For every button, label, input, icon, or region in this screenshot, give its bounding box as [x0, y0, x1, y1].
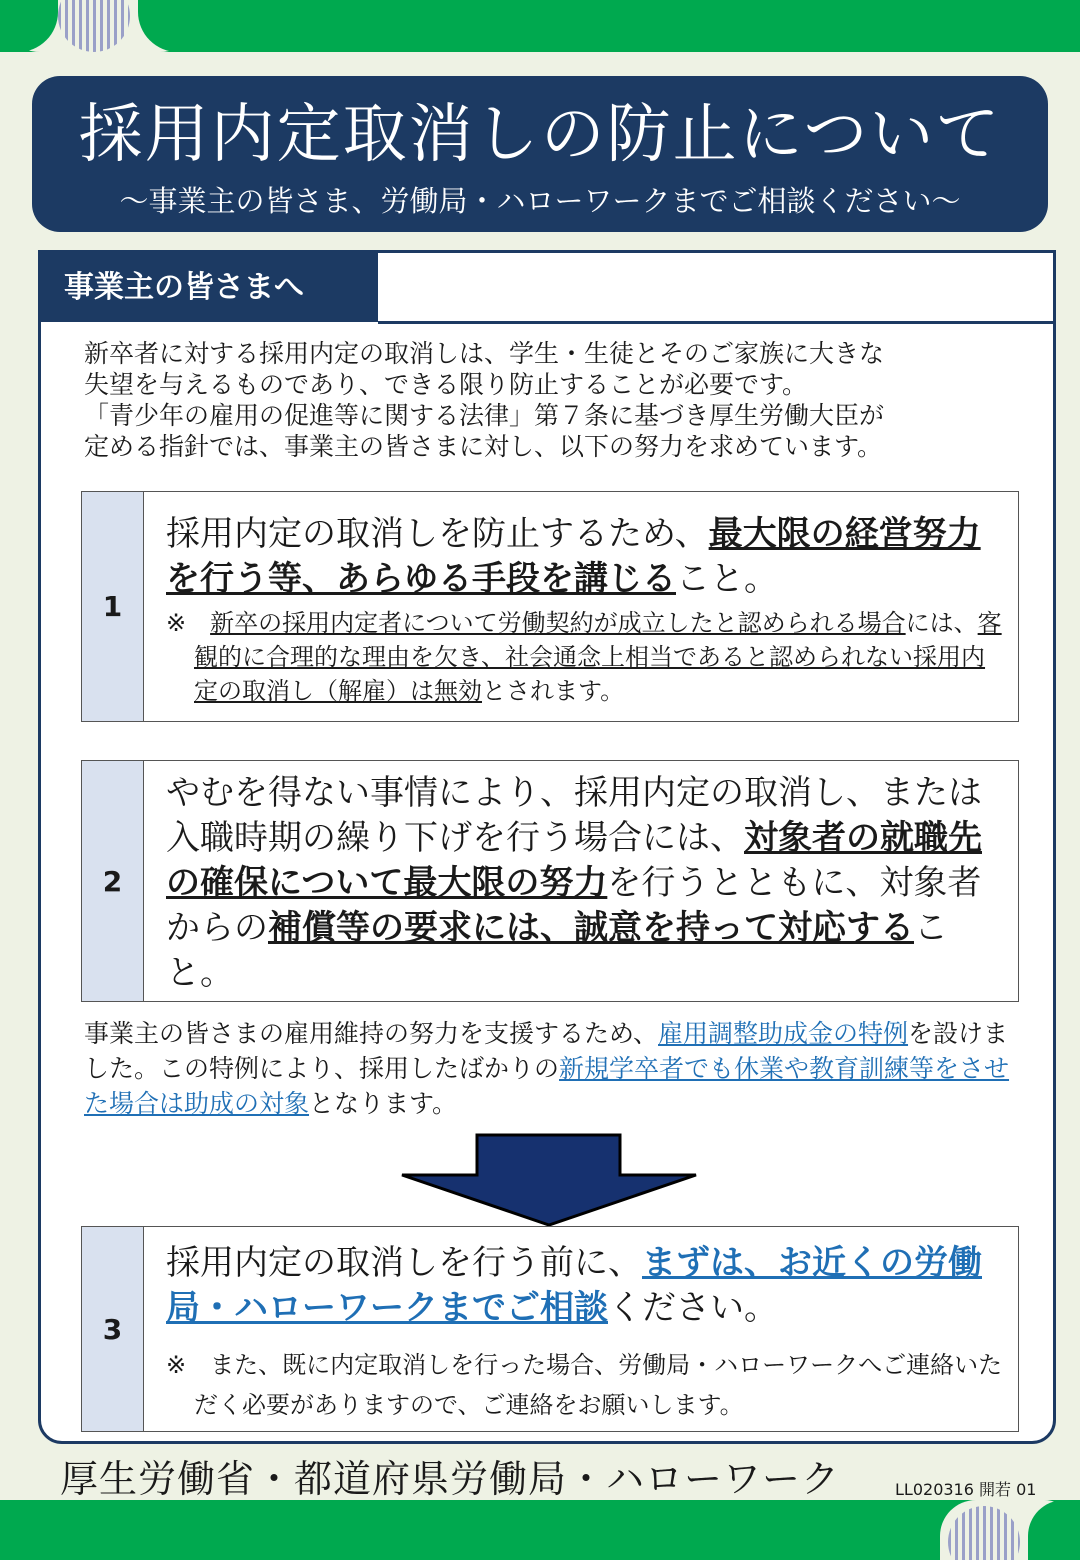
text-run: ください。	[608, 1288, 778, 1328]
document-code: LL020316 開若 01	[895, 1480, 1037, 1499]
underlined-text: 客観的に合理的な理由を欠き、社会通念上相当であると認められない採用内定の取消し（解雇）は無効	[194, 609, 1002, 705]
emphasis-text: 補償等の要求には、誠意を持って対応する	[268, 908, 914, 948]
emphasis-text: 最大限の経営努力を行う等、あらゆる手段を講じる	[166, 514, 981, 599]
text-run: を行うとともに、対象者からの	[166, 863, 982, 948]
down-arrow-icon	[398, 1133, 700, 1227]
title-banner	[32, 76, 1048, 232]
footer-organizations: 厚生労働省・都道府県労働局・ハローワーク	[60, 1457, 841, 1501]
intro-line: 新卒者に対する採用内定の取消しは、学生・生徒とそのご家族に大きな	[84, 339, 885, 368]
item-main-text	[166, 512, 1006, 602]
intro-text	[84, 338, 1014, 462]
text-run: 採用内定の取消しを行う前に、	[166, 1243, 642, 1283]
item-number: 3	[82, 1227, 144, 1431]
text-run: こと。	[166, 908, 948, 993]
panel-header-rule	[378, 321, 1056, 324]
text-run: 採用内定の取消しを防止するため、	[166, 514, 709, 554]
text-run: には、	[905, 609, 978, 637]
subsidy-text	[84, 1016, 1014, 1121]
page-title: 採用内定取消しの防止について	[78, 98, 1002, 172]
item-note	[166, 606, 1006, 708]
text-run: 事業主の皆さまの雇用維持の努力を支援するため、	[84, 1019, 659, 1048]
item-box-2	[81, 760, 1019, 1002]
item-body	[166, 1241, 1004, 1425]
item-note: ※ また、既に内定取消しを行った場合、労働局・ハローワークへご連絡いただく必要がありますので、ご連絡をお願いします。	[166, 1351, 1003, 1419]
intro-line: 「青少年の雇用の促進等に関する法律」第７条に基づき厚生労働大臣が	[84, 401, 885, 430]
item-body	[166, 771, 1006, 996]
item-main-text	[166, 1241, 1004, 1331]
item-number: 2	[82, 761, 144, 1001]
item-body	[166, 512, 1006, 708]
text-run: となります。	[309, 1089, 458, 1118]
text-run: とされます。	[482, 677, 625, 705]
bottom-green-bar	[0, 1500, 1080, 1560]
consult-emphasis: まずは、お近くの労働局・ハローワークまでご相談	[166, 1243, 982, 1328]
subsidy-target-link[interactable]: 新規学卒者でも休業や教育訓練等をさせた場合は助成の対象	[84, 1054, 1010, 1118]
item-main-text	[166, 771, 1006, 996]
text-run: を設けました。この特例により、採用したばかりの	[84, 1019, 1009, 1083]
subsidy-link[interactable]: 雇用調整助成金の特例	[658, 1019, 909, 1048]
page-subtitle: 〜事業主の皆さま、労働局・ハローワークまでご相談ください〜	[119, 184, 961, 218]
text-run: やむを得ない事情により、採用内定の取消し、または入職時期の繰り下げを行う場合には、	[166, 773, 982, 858]
item-box-3	[81, 1226, 1019, 1432]
note-mark: ※	[166, 609, 211, 637]
underlined-text: 新卒の採用内定者について労働契約が成立したと認められる場合	[210, 609, 906, 637]
panel-tab-label: 事業主の皆さまへ	[38, 250, 378, 322]
item-box-1	[81, 491, 1019, 722]
item-number: 1	[82, 492, 144, 721]
intro-line: 定める指針では、事業主の皆さまに対し、以下の努力を求めています。	[84, 432, 883, 461]
intro-line: 失望を与えるものであり、できる限り防止することが必要です。	[84, 370, 808, 399]
text-run: こと。	[676, 559, 778, 599]
emphasis-text: 対象者の就職先の確保について最大限の努力	[166, 818, 982, 903]
